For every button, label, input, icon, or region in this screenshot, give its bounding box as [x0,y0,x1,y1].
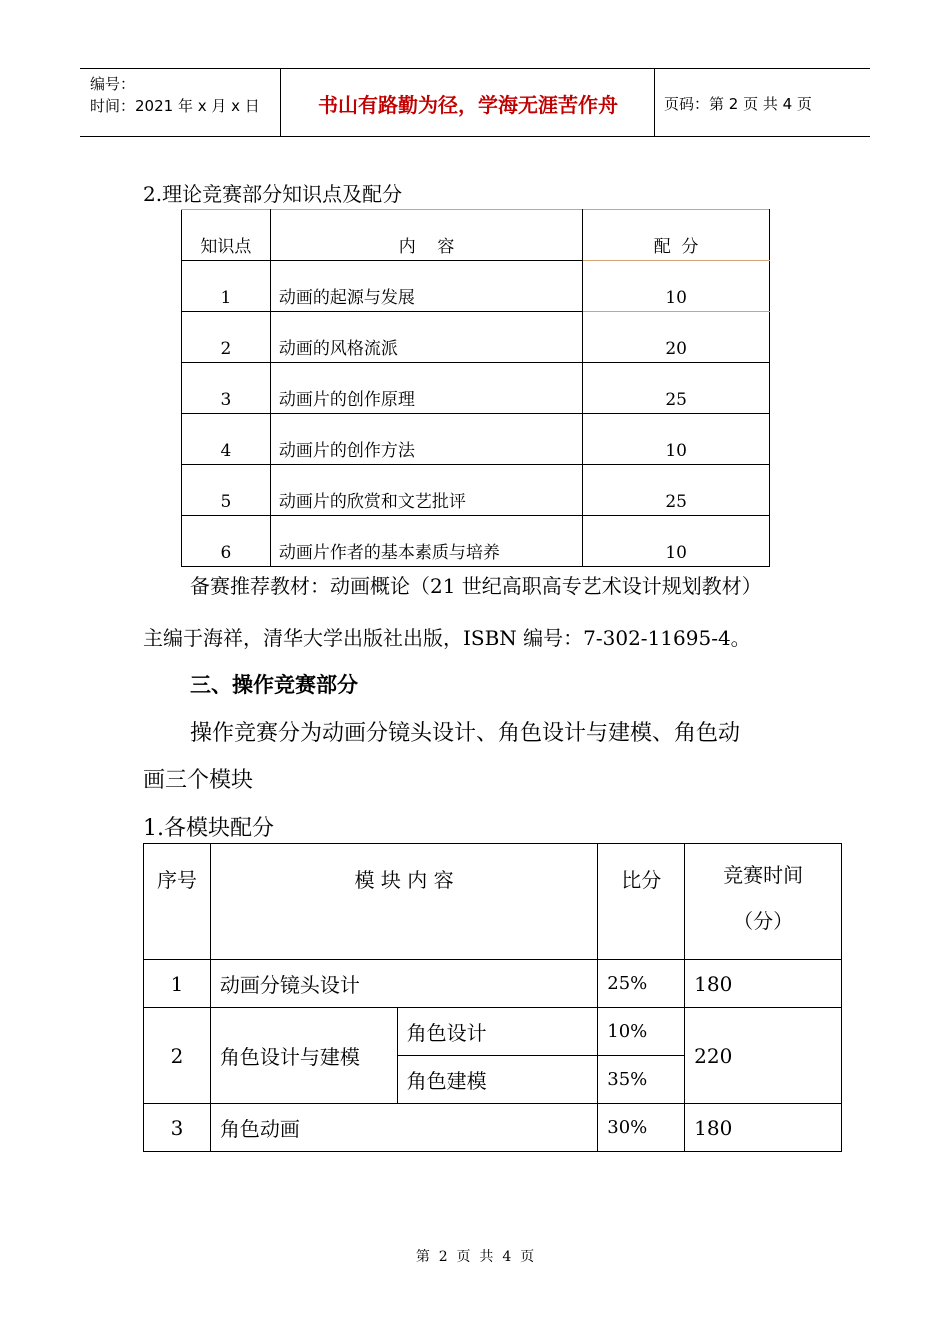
header-divider [654,69,655,136]
table-cell: 6 [182,516,271,567]
table-cell: 5 [182,465,271,516]
table-cell: 180 [685,960,842,1008]
subsection1-title: 1.各模块配分 [143,816,274,841]
table-cell: 25 [583,363,770,414]
table-header-row [182,210,770,261]
header-time-line-1: 竞赛时间 [723,863,804,887]
table-row [144,1104,842,1152]
section2-title: 2.理论竞赛部分知识点及配分 [143,182,403,206]
table-cell: 4 [182,414,271,465]
table-cell: 10% [598,1008,685,1056]
page-header [80,68,870,137]
number-label: 编号： [90,75,136,93]
header-motto: 书山有路勤为径，学海无涯苦作舟 [318,93,618,117]
header-cell: 比分 [598,844,685,960]
header-cell: 序号 [144,844,211,960]
table-cell: 角色设计与建模 [210,1008,397,1104]
header-cell: 模 块 内 容 [210,844,597,960]
table-row [182,465,770,516]
section3-heading: 三、操作竞赛部分 [190,673,358,697]
table-cell: 动画的风格流派 [270,312,582,363]
table-cell: 2 [182,312,271,363]
table-cell: 25% [598,960,685,1008]
table-header-row [144,844,842,960]
table-row [182,516,770,567]
table-cell: 动画的起源与发展 [270,261,582,312]
table-cell: 25 [583,465,770,516]
table-cell: 1 [182,261,271,312]
table-cell: 动画分镜头设计 [210,960,597,1008]
time-label: 时间：2021 年 x 月 x 日 [90,97,260,115]
header-time-line-2: （分） [733,909,794,933]
header-cell: 内 容 [270,210,582,261]
table-cell: 动画片作者的基本素质与培养 [270,516,582,567]
table-cell: 10 [583,414,770,465]
header-meta [90,73,260,117]
table-cell: 1 [144,960,211,1008]
table-cell: 角色建模 [397,1056,598,1104]
knowledge-points-table [181,209,770,567]
header-cell: 知识点 [182,210,271,261]
textbook-line-1: 备赛推荐教材：动画概论（21 世纪高职高专艺术设计规划教材） [190,574,762,598]
textbook-line-2: 主编于海祥，清华大学出版社出版，ISBN 编号：7-302-11695-4。 [143,626,751,650]
table-cell: 30% [598,1104,685,1152]
table-cell: 角色设计 [397,1008,598,1056]
header-page-label: 页码：第 2 页 共 4 页 [664,95,812,113]
table-cell: 3 [144,1104,211,1152]
header-cell [685,844,842,960]
table-row [182,414,770,465]
table-row [182,363,770,414]
table-cell: 180 [685,1104,842,1152]
table-cell: 动画片的创作原理 [270,363,582,414]
table-cell: 2 [144,1008,211,1104]
table-cell: 10 [583,516,770,567]
table-row [182,312,770,363]
table-row [144,960,842,1008]
table-cell: 35% [598,1056,685,1104]
table-row [144,1008,842,1056]
table-cell: 220 [685,1008,842,1104]
table-cell: 20 [583,312,770,363]
section3-paragraph-line-2: 画三个模块 [143,768,254,793]
table-cell: 角色动画 [210,1104,597,1152]
table-cell: 10 [583,261,770,312]
header-divider [280,69,281,136]
table-cell: 动画片的创作方法 [270,414,582,465]
table-row [182,261,770,312]
page-footer: 第 2 页 共 4 页 [415,1249,535,1265]
table-cell: 动画片的欣赏和文艺批评 [270,465,582,516]
table-cell: 3 [182,363,271,414]
section3-paragraph-line-1: 操作竞赛分为动画分镜头设计、角色设计与建模、角色动 [190,721,741,746]
header-cell: 配 分 [583,210,770,261]
module-scores-table [143,843,842,1152]
